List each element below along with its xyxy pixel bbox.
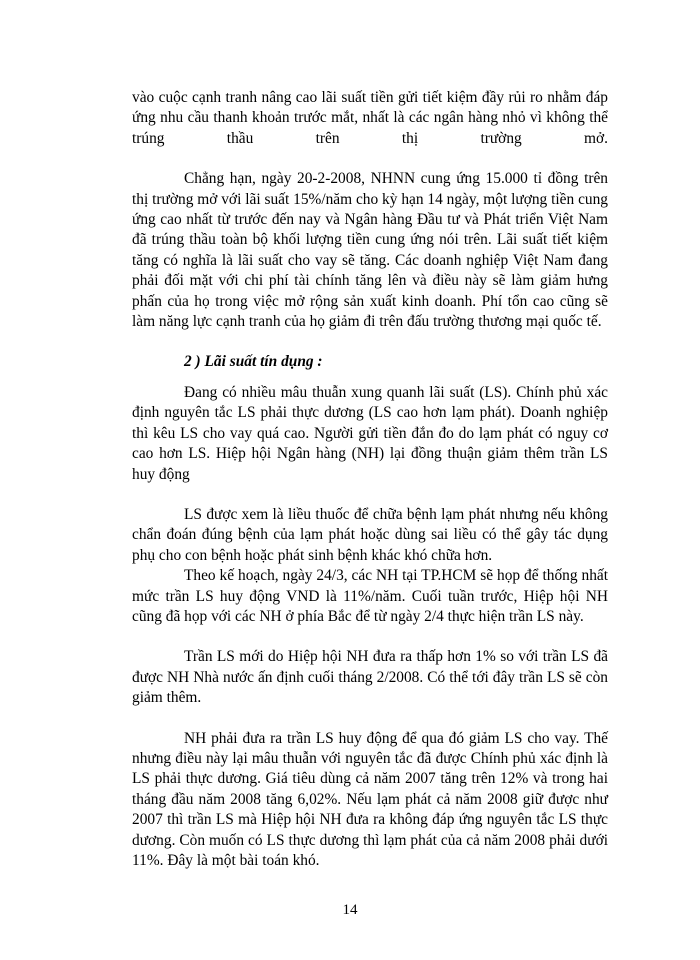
paragraph-interest-contradictions: Đang có nhiều mâu thuẫn xung quanh lãi suất (LS). Chính phủ xác định nguyên tắc LS phải thực dương (LS cao hơn lạm phát). Doanh nghiệp thì kêu LS cho vay quá cao. Người gửi tiền đắn đo do lạm phát có nguy cơ cao hơn LS. Hiệp hội Ngân hàng (NH) lại đồng thuận giảm thêm trần LS huy động bbox=[132, 383, 608, 483]
paragraph-bank-plan: Theo kế hoạch, ngày 24/3, các NH tại TP.HCM sẽ họp để thống nhất mức trần LS huy động VND là 11%/năm. Cuối tuần trước, Hiệp hội NH cũng đã họp với các NH ở phía Bắc để từ ngày 2/4 thực hiện trần LS này. bbox=[132, 567, 608, 625]
paragraph-continuation: vào cuộc cạnh tranh nâng cao lãi suất tiền gửi tiết kiệm đầy rủi ro nhằm đáp ứng nhu cầu thanh khoản trước mắt, nhất là các ngân hàng nhỏ vì không thể trúng thầu trên thị trường mở. bbox=[132, 89, 608, 147]
paragraph-interest-example: Chẳng hạn, ngày 20-2-2008, NHNN cung ứng 15.000 tỉ đồng trên thị trường mở với lãi suất 15%/năm cho kỳ hạn 14 ngày, một lượng tiền cung ứng cao nhất từ trước đến nay và Ngân hàng Đầu tư và Phát triển Việt Nam đã trúng thầu toàn bộ khối lượng tiền cung ứng nói trên. Lãi suất tiết kiệm tăng có nghĩa là lãi suất cho vay sẽ tăng. Các doanh nghiệp Việt Nam đang phải đối mặt với chi phí tài chính tăng lên và điều này sẽ làm giảm hưng phấn của họ trong việc mở rộng sản xuất kinh doanh. Phí tổn cao cũng sẽ làm năng lực cạnh tranh của họ giảm đi trên đấu trường thương mại quốc tế. bbox=[132, 170, 608, 331]
page-number: 14 bbox=[342, 902, 358, 918]
paragraph-ceiling-contradiction: NH phải đưa ra trần LS huy động để qua đó giảm LS cho vay. Thế nhưng điều này lại mâu thuẫn với nguyên tắc đã được Chính phủ xác định là LS phải thực dương. Giá tiêu dùng cả năm 2007 tăng trên 12% và trong hai tháng đầu năm 2008 tăng 6,02%. Nếu lạm phát cả năm 2008 giữ được như 2007 thì trần LS mà Hiệp hội NH đưa ra không đáp ứng nguyên tắc LS thực dương. Còn muốn có LS thực dương thì lạm phát của cả năm 2008 phải dưới 11%. Đây là một bài toán khó. bbox=[132, 729, 608, 869]
document-page bbox=[132, 88, 608, 871]
paragraph-interest-as-medicine: LS được xem là liều thuốc để chữa bệnh lạm phát nhưng nếu không chẩn đoán đúng bệnh của lạm phát hoặc dùng sai liều có thể gây tác dụng phụ cho con bệnh hoặc phát sinh bệnh khác khó chữa hơn. bbox=[132, 505, 608, 564]
paragraph-new-ceiling: Trần LS mới do Hiệp hội NH đưa ra thấp hơn 1% so với trần LS đã được NH Nhà nước ấn định cuối tháng 2/2008. Có thể tới đây trần LS sẽ còn giảm thêm. bbox=[132, 648, 608, 707]
section-heading-credit-interest: 2 ) Lãi suất tín dụng : bbox=[184, 353, 323, 371]
